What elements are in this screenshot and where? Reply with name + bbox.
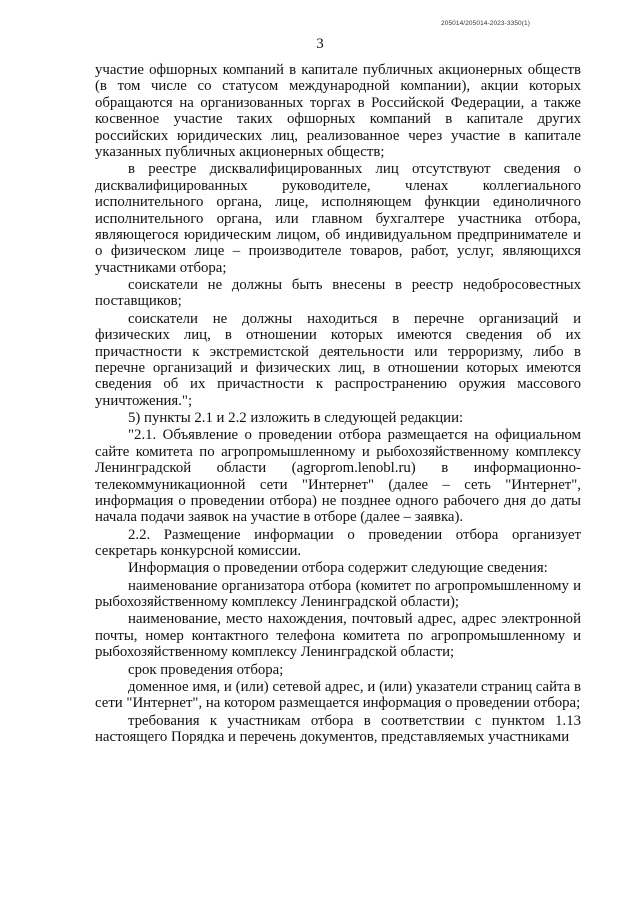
- paragraph: соискатели не должны находиться в перечне организаций и физических лиц, в отношении которых имеются сведения об их причастности к экстремистской деятельности или терроризму, либо в перечне организаций и физических лиц, в отношении которых имеются сведения об их причастности к распространению оружия массового уничтожения.";: [95, 310, 581, 409]
- document-body: [95, 62, 581, 746]
- paragraph: "2.1. Объявление о проведении отбора размещается на официальном сайте комитета по агропромышленному и рыбохозяйственному комплексу Ленинградской области (agroprom.lenobl.ru) в информационно-телекоммуникационной сети "Интернет" (далее – сеть "Интернет", информация о проведении отбора) не позднее одного рабочего дня до даты начала подачи заявок на участие в отборе (далее – заявка).: [95, 427, 581, 526]
- paragraph: Информация о проведении отбора содержит следующие сведения:: [128, 560, 548, 577]
- paragraph: соискатели не должны быть внесены в реестр недобросовестных поставщиков;: [95, 277, 581, 310]
- paragraph: наименование, место нахождения, почтовый адрес, адрес электронной почты, номер контактного телефона комитета по агропромышленному и рыбохозяйственному комплексу Ленинградской области;: [95, 611, 581, 661]
- paragraph: срок проведения отбора;: [128, 661, 284, 678]
- paragraph: участие офшорных компаний в капитале публичных акционерных обществ (в том числе со статусом международной компании), акции которых обращаются на организованных торгах в Российской Федерации, а также косвенное участие таких офшорных компаний в капитале других российских юридических лиц, реализованное через участие в капитале указанных публичных акционерных обществ;: [95, 62, 581, 161]
- paragraph: в реестре дисквалифицированных лиц отсутствуют сведения о дисквалифицированных руководителе, членах коллегиального исполнительного органа, лице, исполняющем функции единоличного исполнительного органа, или главном бухгалтере участника отбора, являющегося юридическим лицом, об индивидуальном предпринимателе и о физическом лице – производителе товаров, работ, услуг, являющихся участниками отбора;: [95, 161, 581, 276]
- paragraph: требования к участникам отбора в соответствии с пунктом 1.13 настоящего Порядка и перечень документов, представляемых участниками: [95, 712, 581, 745]
- document-id: 205014/205014-2023-3350(1): [441, 20, 530, 27]
- paragraph: 5) пункты 2.1 и 2.2 изложить в следующей редакции:: [128, 410, 464, 427]
- paragraph: наименование организатора отбора (комитет по агропромышленному и рыбохозяйственному комплексу Ленинградской области);: [95, 577, 581, 611]
- page-number: 3: [316, 36, 324, 52]
- paragraph: 2.2. Размещение информации о проведении отбора организует секретарь конкурсной комиссии.: [95, 526, 581, 560]
- paragraph: доменное имя, и (или) сетевой адрес, и (или) указатели страниц сайта в сети "Интернет", на котором размещается информация о проведении отбора;: [95, 678, 581, 712]
